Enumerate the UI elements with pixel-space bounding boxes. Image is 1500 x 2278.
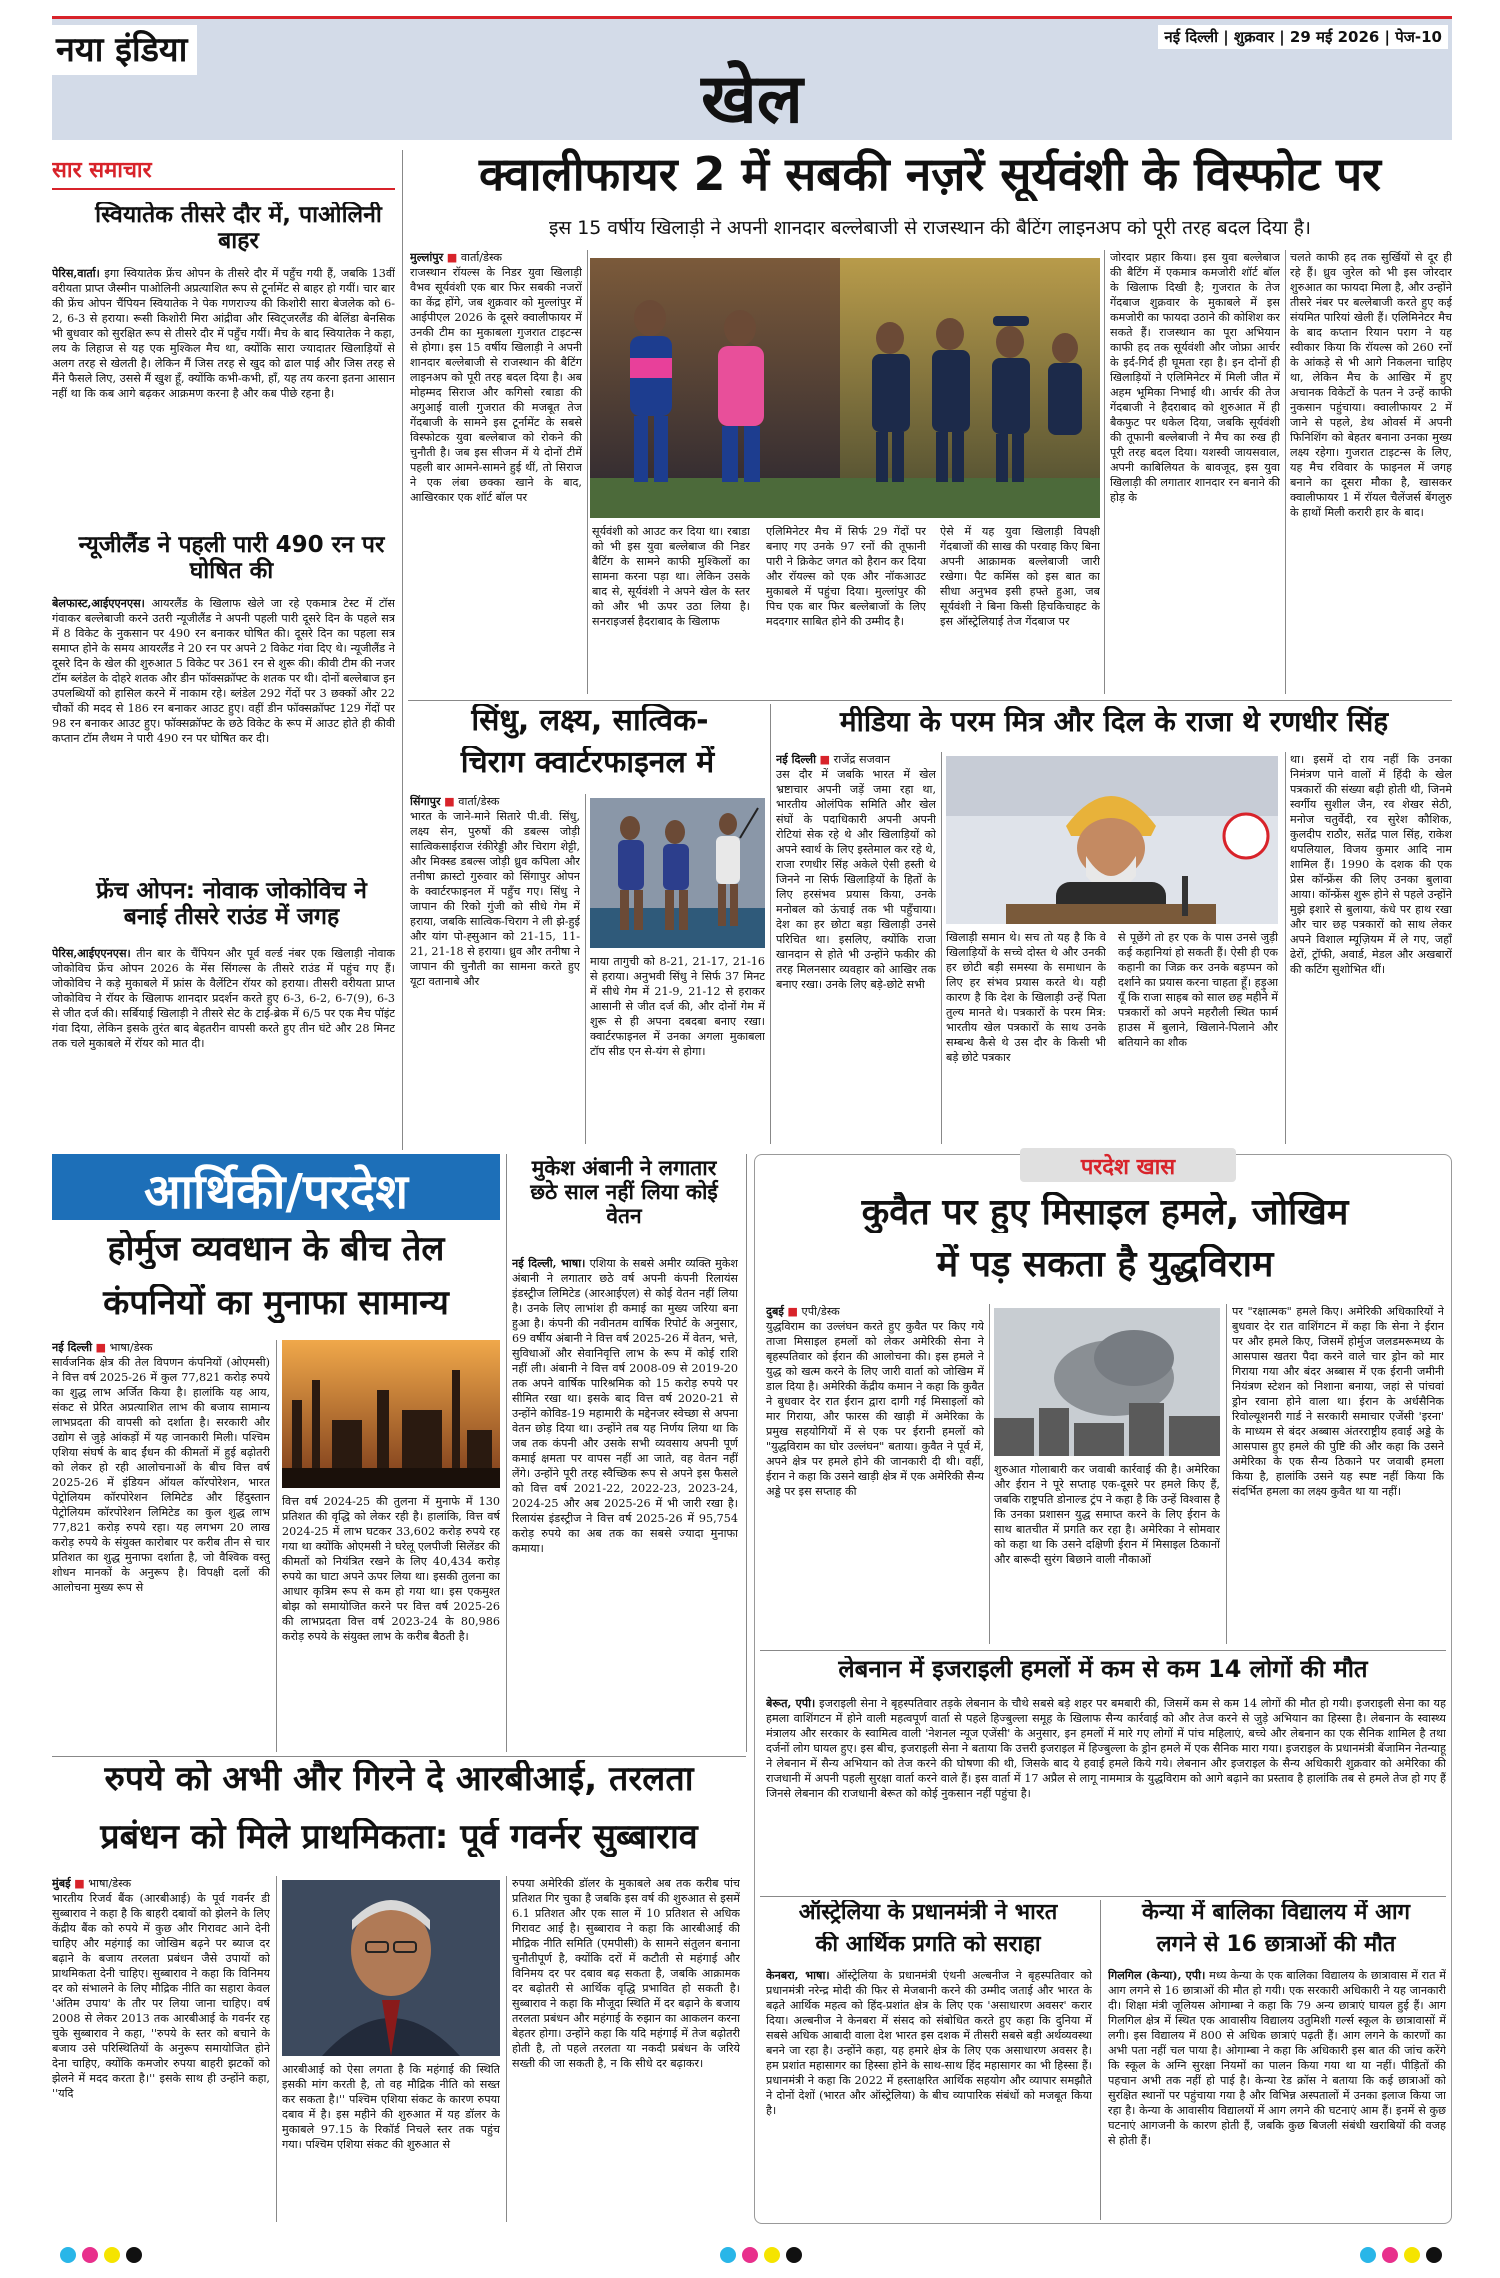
sar-item-1-body: पेरिस,वार्ता। इगा स्वियातेक फ्रेंच ओपन के तीसरे दौर में पहुँच गयी हैं, जबकि 13वीं वरीयता प्राप्त जैस्मीन पाओलिनी अप्रत्याशित रूप से टूर्नामेंट से बाहर हो गयीं। चार बार की फ्रेंच ओपन चैंपियन स्वियातेक ने पेक गणराज्य की किशोरी सारा बेजलेक को 6-2, 6-3 से हराया। रूसी किशोरी मिरा आंद्रीवा और स्विट्जरलैंड की बेलिंडा बेनसिक भी बुधवार को सुरक्षित रूप से तीसरे दौर में पहुँच गयीं। मैच के बाद स्वियातेक ने कहा, लय के लिहाज से यह एक मुश्किल मैच था, क्योंकि सारा ज्यादातर खिलाड़ियों से अलग तरह से खेलती है। लेकिन मैं जिस तरह से खुद को ढाल पाई और जिस तरह से मैंने फैसले लिए, उससे मैं खुश हूँ, क्योंकि कभी-कभी, हाँ, यह तय करना इतना आसान नहीं था कि कब आगे बढ़कर आक्रमण करना है और कब पीछे रहना है। bbox=[52, 266, 395, 400]
pardesh-col-2: शुरुआत गोलाबारी कर जवाबी कार्रवाई की है। अमेरिका और ईरान ने पूरे सप्ताह एक-दूसरे पर हमले किए हैं, जबकि राष्ट्रपति डोनाल्ड ट्रंप ने कहा है कि उन्हें विश्वास है कि उनका प्रशासन युद्ध समाप्त करने के लिए ईरान के साथ बातचीत में प्रगति कर रहा है। अमेरिका ने सोमवार को कहा था कि उसने दक्षिणी ईरान में मिसाइल ठिकानों और बारूदी सुरंग बिछाने वाली नौकाओं bbox=[994, 1463, 1220, 1566]
kenya-body: गिलगिल (केन्या), एपी। मध्य केन्या के एक बालिका विद्यालय के छात्रावास में रात में आग लगने से 16 छात्राओं की मौत हो गयी। एक सरकारी अधिकारी ने यह जानकारी दी। शिक्षा मंत्री जूलियस ओगाम्बा ने कहा कि 79 अन्य छात्राएं घायल हुई हैं। आग गिलगिल क्षेत्र में स्थित एक आवासीय विद्यालय उतुमिशी गर्ल्स स्कूल के छात्रावासों में लगी। इस विद्यालय में 800 से अधिक छात्राएं पढ़ती हैं। आग लगने के कारणों का अभी पता नहीं चल पाया है। ओगाम्बा ने कहा कि अधिकारी इस बात की जांच करेंगे कि स्कूल के अग्नि सुरक्षा नियमों का पालन किया गया था या नहीं। पीड़ितों की पहचान अभी तक नहीं हो पाई है। केन्या रेड क्रॉस ने बताया कि कई छात्राओं को सुरक्षित स्थानों पर पहुंचाया गया है और विभिन्न अस्पतालों में उनका इलाज किया जा रहा है। केन्या के आवासीय विद्यालयों में आग लगने की घटनाएं आम हैं। इनमें से कुछ घटनाएं आगजनी के कारण होती हैं, जबकि कुछ बिजली संबंधी खराबियों की वजह से होती हैं। bbox=[1108, 1968, 1446, 2147]
rbi-dateline: मुंबई bbox=[52, 1876, 71, 1890]
section-title: खेल bbox=[701, 60, 803, 139]
oil-col-1: नई दिल्ली ■ भाषा/डेस्क सार्वजनिक क्षेत्र की तेल विपणन कंपनियों (ओएमसी) ने वित्त वर्ष 2025-26 में कुल 77,821 करोड़ रुपये का शुद्ध लाभ अर्जित किया है। हालांकि यह आय, संकट से प्रेरित अप्रत्याशित लाभ की बजाय सामान्य लाभप्रदता की वापसी को दर्शाता है। सरकारी और उद्योग से जुड़े आंकड़ों में यह जानकारी मिली। पश्चिम एशिया संघर्ष के बाद ईंधन की कीमतों में हुई बढ़ोतरी को लेकर हो रही आलोचनाओं के बीच वित्त वर्ष 2025-26 में इंडियन ऑयल कॉरपोरेशन, भारत पेट्रोलियम कॉरपोरेशन लिमिटेड और हिंदुस्तान पेट्रोलियम कॉरपोरेशन लिमिटेड का कुल शुद्ध लाभ 77,821 करोड़ रुपये रहा। यह लगभग 20 लाख करोड़ रुपये के संयुक्त कारोबार पर करीब तीन से चार प्रतिशत का शुद्ध मुनाफा दर्शाता है, जो वैश्विक वस्तु शोधन मानकों के अनुरूप है। विपक्षी दलों की आलोचना मुख्य रूप से bbox=[52, 1340, 270, 1594]
rbi-headline-1: रुपये को अभी और गिरने दे आरबीआई, तरलता bbox=[104, 1760, 694, 1799]
sar-item-3-title: फ्रेंच ओपन: नोवाक जोकोविच ने बनाई तीसरे राउंड में जगह bbox=[96, 878, 367, 931]
pardesh-headline-1: कुवैत पर हुए मिसाइल हमले, जोखिम bbox=[861, 1192, 1349, 1233]
media-col-1: नई दिल्ली ■ राजेंद्र सजवान उस दौर में जबकि भारत में खेल भ्रष्टाचार अपनी जड़ें जमा रहा था, भारतीय ओलंपिक समिति और खेल संघों के पदाधिकारी अपनी अपनी रोटियां सेक रहे थे और खिलाड़ियों को अपने स्वार्थ के लिए इस्तेमाल कर रहे थे, राजा रणधीर सिंह अकेले ऐसी हस्ती थे जिनने ना सिर्फ खिलाड़ियों के हितों के लिए हरसंभव प्रयास किया, उनके मनोबल को ऊंचाई तक भी पहुँचाया। देश का हर छोटा बड़ा खिलाड़ी उनसे परिचित था। इसलिए, क्योंकि राजा खानदान से होते भी उन्होंने फकीर की तरह मिलनसार व्यवहार को आखिर तक बनाए रखा। उनके लिए बड़े-छोटे सभी bbox=[776, 752, 936, 991]
oil-col-2: वित्त वर्ष 2024-25 की तुलना में मुनाफे में 130 प्रतिशत की वृद्धि को लेकर रही है। हालांकि, वित्त वर्ष 2024-25 में लाभ घटकर 33,602 करोड़ रुपये रह गया था क्योंकि ओएमसी ने घरेलू एलपीजी सिलेंडर की कीमतों को नियंत्रित रखने के लिए 40,434 करोड़ रुपये का घाटा अपने ऊपर लिया था। इसकी तुलना का आधार कृत्रिम रूप से कम हो गया था। इस एकमुश्त बोझ को समायोजित करने पर वित्त वर्ष 2025-26 की लाभप्रदता वित्त वर्ष 2023-24 के 80,986 करोड़ रुपये के संयुक्त लाभ के करीब बैठती है। bbox=[282, 1495, 500, 1643]
pardesh-headline-2: में पड़ सकता है युद्धविराम bbox=[936, 1244, 1274, 1285]
media-headline: मीडिया के परम मित्र और दिल के राजा थे रणधीर सिंह bbox=[839, 706, 1389, 738]
sindhu-agency: वार्ता/डेस्क bbox=[458, 795, 500, 808]
media-col-3: से पूछेंगे तो हर एक के पास उनसे जुड़ी कई कहानियां हो सकती हैं। ऐसी ही एक कहानी का जिक्र कर उनके बड़प्पन को दर्शाने का प्रयास करना चाहता हूँ। हड़ुआ यूँ कि राजा साहब को साल छह महीने में पत्रकारों को अपने महरौली स्थित फार्म हाउस में बुलाने, खिलाने-पिलाने और बतियाने का शौक bbox=[1118, 931, 1278, 1049]
pardesh-agency: एपी/डेस्क bbox=[801, 1305, 840, 1318]
registration-marks-right bbox=[1360, 2247, 1442, 2263]
sar-item-3-body: पेरिस,आईएएनएस। तीन बार के चैंपियन और पूर्व वर्ल्ड नंबर एक खिलाड़ी नोवाक जोकोविच फ्रेंच ओपन 2026 के मेंस सिंगल्स के तीसरे राउंड में पहुंच गए हैं। जोकोविच ने कड़े मुकाबले में फ्रांस के वैलेंटिन रॉयर को हराया। तीसरी वरीयता प्राप्त जोकोविच ने रॉयर के खिलाफ शानदार प्रदर्शन करते हुए 6-3, 6-2, 6-7(9), 6-3 से जीत दर्ज की। सर्बियाई खिलाड़ी ने तीसरे सेट के टाई-ब्रेक में 6/5 पर एक मैच पॉइंट गंवा दिया, लेकिन इसके तुरंत बाद बेहतरीन वापसी करते हुए तीन घंटे और 28 मिनट तक चले मुकाबले में रॉयर को मात दी। bbox=[52, 946, 395, 1050]
lead-col-4: ऐसे में यह युवा खिलाड़ी विपक्षी गेंदबाजों की साख की परवाह किए बिना अपनी आक्रामक बल्लेबाजी जारी रखेगा। पैट कमिंस को इस बात का सीधा अनुभव इसी हफ्ते हुआ, जब सूर्यवंशी ने बिना किसी हिचकिचाहट के इस ऑस्ट्रेलियाई तेज गेंदबाज पर bbox=[940, 525, 1100, 628]
media-photo-randhir-singh bbox=[946, 756, 1278, 924]
sar-item-2-title: न्यूजीलैंड ने पहली पारी 490 रन पर घोषित की bbox=[78, 532, 385, 585]
sindhu-col-2: माया तागुची को 8-21, 21-17, 21-16 से हराया। अनुभवी सिंधु ने सिर्फ 37 मिनट में सीधे गेम में 21-9, 21-12 से हराकर आसानी से जीत दर्ज की, और दोनों गेम में शुरू से ही अपना दबदबा बनाए रखा। क्वार्टरफाइनल में उनका अगला मुकाबला टॉप सीड एन से-यंग से होगा। bbox=[590, 955, 765, 1058]
pardesh-photo-smoke bbox=[994, 1308, 1220, 1456]
pardesh-col-3: पर "रक्षात्मक" हमले किए। अमेरिकी अधिकारियों ने बुधवार देर रात वाशिंगटन में कहा कि सेना ने ईरान पर और हमले किए, जिसमें होर्मुज जलडमरूमध्य के आसपास खतरा पैदा करने वाले चार ड्रोन को मार गिराया गया और बंदर अब्बास में एक ईरानी जमीनी नियंत्रण स्टेशन को निशाना बनाया, जहां से पांचवां ड्रोन रवाना होने वाला था। ईरान के अर्धसैनिक रिवोल्यूशनरी गार्ड ने सरकारी समाचार एजेंसी 'इरना' के माध्यम से बंदर अब्बास अंतरराष्ट्रीय हवाई अड्डे के आसपास हुए हमले की पुष्टि की और कहा कि उसने अमेरिका के एक सैन्य ठिकाने पर जवाबी हमला किया है, हालांकि उसने यह स्पष्ट नहीं किया कि संदर्भित हमला का लक्ष्य कुवैत था या नहीं। bbox=[1232, 1305, 1444, 1498]
pardesh-label: परदेश खास bbox=[1080, 1155, 1176, 1180]
kenya-headline-2: लगने से 16 छात्राओं की मौत bbox=[1156, 1932, 1396, 1957]
lead-dateline: मुल्लांपुर bbox=[410, 250, 444, 264]
reg-dot-cyan bbox=[1360, 2247, 1376, 2263]
lead-agency: वार्ता/डेस्क bbox=[460, 251, 502, 264]
sindhu-headline-1: सिंधु, लक्ष्य, सात्विक- bbox=[471, 704, 709, 738]
reg-dot-yellow bbox=[764, 2247, 780, 2263]
oil-photo-refinery bbox=[282, 1340, 500, 1488]
lead-deck: इस 15 वर्षीय खिलाड़ी ने अपनी शानदार बल्लेबाजी से राजस्थान की बैटिंग लाइनअप को पूरी तरह बदल दिया है। bbox=[548, 218, 1312, 239]
pardesh-label-bar bbox=[1020, 1148, 1236, 1182]
reg-dot-cyan bbox=[720, 2247, 736, 2263]
ambani-headline: मुकेश अंबानी ने लगातार छठे साल नहीं लिया कोई वेतन bbox=[530, 1156, 718, 1229]
rbi-col-2: आरबीआई को ऐसा लगता है कि महंगाई की स्थिति इसकी मांग करती है, तो वह मौद्रिक नीति को सख्त कर सकता है।'' पश्चिम एशिया संकट के कारण रुपया दबाव में है। इस महीने की शुरुआत में यह डॉलर के मुकाबले 97.15 के रिकॉर्ड निचले स्तर तक पहुंच गया। पश्चिम एशिया संकट की शुरुआत से bbox=[282, 2063, 500, 2151]
masthead bbox=[52, 16, 1452, 140]
oil-dateline: नई दिल्ली bbox=[52, 1340, 92, 1354]
sindhu-col-1: सिंगापुर ■ वार्ता/डेस्क भारत के जाने-माने सितारे पी.वी. सिंधु, लक्ष्य सेन, पुरुषों की डबल्स जोड़ी सात्विकसाईराज रंकीरेड्डी और चिराग शेट्टी, और मिक्स्ड डबल्स जोड़ी ध्रुव कपिला और तनीषा क्रास्टो गुरुवार को सिंगापुर ओपन के क्वार्टरफाइनल में पहुँच गए। सिंधु ने जापान की रिको गुंजी को सीधे गेम में हराया, जबकि सात्विक-चिराग ने ली झे-हुई और यांग पो-ह्सुआन को 21-15, 11-21, 21-18 से हराया। ध्रुव और तनीषा ने जापान की चुनौती का सामना करते हुए यूटा वतानाबे और bbox=[410, 794, 580, 988]
sindhu-headline-2: चिराग क्वार्टरफाइनल में bbox=[460, 746, 715, 780]
sar-samachar bbox=[52, 150, 395, 1150]
sindhu-dateline: सिंगापुर bbox=[410, 794, 441, 808]
reg-dot-cyan bbox=[60, 2247, 76, 2263]
rbi-col-1: मुंबई ■ भाषा/डेस्क भारतीय रिजर्व बैंक (आरबीआई) के पूर्व गवर्नर डी सुब्बाराव ने कहा है कि बाहरी दबावों को झेलने के लिए केंद्रीय बैंक को रुपये में कुछ और गिरावट आने देनी चाहिए और महंगाई का जोखिम बढ़ने पर ब्याज दर बढ़ाने के बजाय तरलता प्रबंधन जैसे उपायों को प्राथमिकता देनी चाहिए। सुब्बाराव ने कहा कि विनिमय दर को संभालने के लिए मौद्रिक नीति का सहारा केवल 'अंतिम उपाय' के तौर पर लिया जाना चाहिए। वर्ष 2008 से लेकर 2013 तक आरबीआई के गवर्नर रह चुके सुब्बाराव ने कहा, ''रुपये के स्तर को बचाने के बजाय उसे परिस्थितियों के अनुरूप समायोजित होने देना चाहिए, क्योंकि कमजोर रुपया बाहरी झटकों को झेलने में मदद करता है।'' इसके साथ ही उन्होंने कहा, ''यदि bbox=[52, 1876, 270, 2100]
kenya-dateline: गिलगिल (केन्या), एपी। bbox=[1108, 1968, 1206, 1982]
sar-item-1-dateline: पेरिस,वार्ता। bbox=[52, 266, 100, 280]
australia-headline-2: की आर्थिक प्रगति को सराहा bbox=[815, 1932, 1041, 1957]
reg-dot-magenta bbox=[1382, 2247, 1398, 2263]
lebanon-dateline: बेरूत, एपी। bbox=[766, 1696, 816, 1710]
lead-col-1: मुल्लांपुर ■ वार्ता/डेस्क राजस्थान रॉयल्स के निडर युवा खिलाड़ी वैभव सूर्यवंशी एक बार फिर सबकी नजरों का केंद्र होंगे, जब शुक्रवार को मुल्लांपुर में आईपीएल 2026 के दूसरे क्वालीफायर में उनकी टीम का मुकाबला गुजरात टाइटन्स से होगा। इस 15 वर्षीय खिलाड़ी ने अपनी शानदार बल्लेबाजी से राजस्थान की बैटिंग लाइनअप को पूरी तरह बदल दिया है। अब मोहम्मद सिराज और कगिसो रबाडा की अगुआई वाली गुजरात की मजबूत तेज गेंदबाजी के सामने इस टूर्नामेंट के सबसे विस्फोटक युवा बल्लेबाज को रोकने की चुनौती है। जब इस सीजन में ये दोनों टीमें पहली बार आमने-सामने हुई थीं, तो सिराज ने एक लंबा छक्का खाने के बाद, आखिरकार एक शॉर्ट बॉल पर bbox=[410, 250, 582, 504]
lead-col-3: एलिमिनेटर मैच में सिर्फ 29 गेंदों पर बनाए गए उनके 97 रनों की तूफानी पारी ने क्रिकेट जगत को हैरान कर दिया और रॉयल्स को एक और नॉकआउट मुकाबले में पहुंचा दिया। मुल्लांपुर की पिच एक बार फिर बल्लेबाजों के लिए मददगार साबित होने की उम्मीद है। bbox=[766, 525, 926, 628]
lead-col-6: चलते काफी हद तक सुर्खियों से दूर ही रहे हैं। ध्रुव जुरेल को भी इस जोरदार शुरुआत का फायदा मिला है, और उन्होंने तीसरे नंबर पर बल्लेबाजी करते हुए कई संयमित पारियां खेली हैं। एलिमिनेटर मैच के बाद कप्तान रियान पराग ने यह स्वीकार किया कि रॉयल्स को 260 रनों के आंकड़े से भी आगे निकलना चाहिए था, लेकिन मैच के आखिर में हुए अचानक विकेटों के पतन ने उन्हें काफी नुकसान पहुंचाया। क्वालीफायर 2 में जाने से पहले, डेथ ओवर्स में अपनी फिनिशिंग को बेहतर बनाना उनका मुख्य लक्ष्य रहेगा। गुजरात टाइटन्स के लिए, यह मैच रविवार के फाइनल में जगह बनाने का दूसरा मौका है, खासकर क्वालीफायर 1 में रॉयल चैलेंजर्स बेंगलुरु के हाथों मिली करारी हार के बाद। bbox=[1290, 251, 1452, 519]
reg-dot-black bbox=[786, 2247, 802, 2263]
registration-marks-left bbox=[60, 2247, 142, 2263]
oil-agency: भाषा/डेस्क bbox=[109, 1341, 153, 1354]
media-col-2: खिलाड़ी समान थे। सच तो यह है कि वे खिलाड़ियों के सच्चे दोस्त थे और उनकी हर छोटी बड़ी समस्या के समाधान के लिए हर संभव प्रयास करते थे। यही कारण है कि देश के खिलाड़ी उन्हें पिता तुल्य मानते थे। पत्रकारों के परम मित्र: भारतीय खेल पत्रकारों के साथ उनके सम्बन्ध कैसे थे उस दौर के किसी भी बड़े छोटे पत्रकार bbox=[946, 931, 1106, 1064]
sar-item-1-title: स्वियातेक तीसरे दौर में, पाओलिनी बाहर bbox=[95, 202, 382, 255]
sindhu-photo-badminton bbox=[590, 798, 765, 948]
lead-col-2: सूर्यवंशी को आउट कर दिया था। रबाडा को भी इस युवा बल्लेबाज की निडर बैटिंग के सामने काफी मुश्किलों का सामना करना पड़ा था। लेकिन उसके बाद से, सूर्यवंशी ने अपने खेल के स्तर को और भी ऊपर उठा लिया है। सनराइजर्स हैदराबाद के खिलाफ bbox=[592, 525, 750, 628]
oil-headline-2: कंपनियों का मुनाफा सामान्य bbox=[103, 1284, 449, 1323]
pardesh-col-1: दुबई ■ एपी/डेस्क युद्धविराम का उल्लंघन करते हुए कुवैत पर किए गये ताजा मिसाइल हमलों को लेकर अमेरिकी सेना ने बृहस्पतिवार को ईरान की आलोचना की। इस हमले ने युद्ध को खत्म करने के लिए जारी वार्ता को जोखिम में डाल दिया है। अमेरिकी केंद्रीय कमान ने कहा कि कुवैत ने बुधवार देर रात ईरान द्वारा दागी गई मिसाइलों को मार गिराया, और फारस की खाड़ी में अमेरिका के प्रमुख सहयोगियों में से एक पर ईरानी हमलों को "युद्धविराम का घोर उल्लंघन" बताया। कुवैत ने पूर्व में, अपने क्षेत्र पर हमले होने की जानकारी दी थी। वहीं, ईरान ने कहा कि उसने खाड़ी क्षेत्र में एक अमेरिकी सैन्य अड्डे पर इस सप्ताह की bbox=[766, 1304, 984, 1498]
lead-headline: क्वालीफायर 2 में सबकी नज़रें सूर्यवंशी के विस्फोट पर bbox=[478, 148, 1381, 201]
rbi-agency: भाषा/डेस्क bbox=[88, 1877, 132, 1890]
sar-item-2-body: बेलफास्ट,आईएएनएस। आयरलैंड के खिलाफ खेले जा रहे एकमात्र टेस्ट में टॉस गंवाकर बल्लेबाजी करने उतरी न्यूजीलैंड ने अपनी पहली पारी दूसरे दिन के पहले सत्र में 8 विकेट के नुकसान पर 490 रन बनाकर घोषित की। दूसरे दिन का पहला सत्र समाप्त होने के समय आयरलैंड ने 20 रन पर अपने 2 विकेट गंवा दिए थे। न्यूजीलैंड ने दूसरे दिन के खेल की शुरुआत 5 विकेट पर 361 रन से शुरू की। कीवी टीम की नजर टॉम ब्लंडेल के दोहरे शतक और डीन फॉक्सक्रॉफ्ट के शतक पर थी। दोनों बल्लेबाज इन उपलब्धियों को हासिल करने में नाकाम रहे। ब्लंडेल 292 गेंदों पर 3 छक्कों और 22 चौकों की मदद से 186 रन बनाकर आउट हुए। वहीं डीन फॉक्सक्रॉफ्ट 129 गेंदों पर 98 रन बनाकर आउट हुए। फॉक्सक्रॉफ्ट के छठे विकेट के रूप में आउट होते ही कीवी कप्तान टॉम लैथम ने पारी 490 रन पर घोषित कर दी। bbox=[52, 596, 395, 745]
registration-marks-center bbox=[720, 2247, 802, 2263]
australia-headline-1: ऑस्ट्रेलिया के प्रधानमंत्री ने भारत bbox=[798, 1900, 1058, 1925]
rbi-headline-2: प्रबंधन को मिले प्राथमिकता: पूर्व गवर्नर सुब्बाराव bbox=[100, 1818, 698, 1857]
lead-col-5: जोरदार प्रहार किया। इस युवा बल्लेबाज की बैटिंग में एकमात्र कमजोरी शॉर्ट बॉल के खिलाफ दिखी है; गुजरात के तेज गेंदबाज शुक्रवार के मुकाबले में इस कमजोरी का फायदा उठाने की कोशिश कर सकते हैं। राजस्थान का पूरा अभियान काफी हद तक सूर्यवंशी और जोफ्रा आर्चर के इर्द-गिर्द ही घूमता रहा है। इन दोनों ही खिलाड़ियों ने एलिमिनेटर में मिली जीत में अहम भूमिका निभाई थी। आर्चर की तेज गेंदबाजी ने हैदराबाद को शुरुआत में ही बैकफुट पर धकेल दिया, जबकि सूर्यवंशी की तूफानी बल्लेबाजी ने मैच का रुख ही पूरी तरह बदल दिया। यशस्वी जायसवाल, अपनी काबिलियत के बावजूद, इस युवा खिलाड़ी की लगातार शानदार रन बनाने की होड़ के bbox=[1110, 251, 1280, 504]
lebanon-headline: लेबनान में इजराइली हमलों में कम से कम 14 लोगों की मौत bbox=[838, 1656, 1368, 1683]
ambani-body: नई दिल्ली, भाषा। एशिया के सबसे अमीर व्यक्ति मुकेश अंबानी ने लगातार छठे वर्ष अपनी कंपनी रिलायंस इंडस्ट्रीज लिमिटेड (आरआईएल) से कोई वेतन नहीं लिया है। उनके लिए लाभांश ही कमाई का मुख्य जरिया बना हुआ है। कंपनी की नवीनतम वार्षिक रिपोर्ट के अनुसार, 69 वर्षीय अंबानी ने वित्त वर्ष 2025-26 में वेतन, भत्ते, सुविधाओं और सेवानिवृत्ति लाभ के रूप में कोई राशि नहीं ली। अंबानी ने वित्त वर्ष 2008-09 से 2019-20 तक अपने वार्षिक पारिश्रमिक को 15 करोड़ रुपये पर सीमित रखा था। इसके बाद वित्त वर्ष 2020-21 से उन्होंने कोविड-19 महामारी के मद्देनजर स्वेच्छा से अपना वेतन छोड़ दिया था। उन्होंने तब यह निर्णय लिया था कि जब तक कंपनी और उसके सभी व्यवसाय अपनी पूर्ण कमाई क्षमता पर वापस नहीं आ जाते, वह वेतन नहीं लेंगे। उन्होंने पूरी तरह स्वैच्छिक रूप से अपने इस फैसले को वित्त वर्ष 2021-22, 2022-23, 2023-24, 2024-25 और अब 2025-26 में भी जारी रखा है। रिलायंस इंडस्ट्रीज ने वित्त वर्ष 2025-26 में 95,754 करोड़ रुपये का अब तक का सबसे ज्यादा मुनाफा कमाया। bbox=[512, 1256, 738, 1555]
media-col-4: था। इसमें दो राय नहीं कि उनका निमंत्रण पाने वालों में हिंदी के खेल पत्रकारों की संख्या बढ़ी होती थी, जिनमे स्वर्गीय सुशील जैन, रव शेखर सेठी, मनोज चतुर्वेदी, रव सुरेश कौशिक, कुलदीप राठौर, सतेंद्र पाल सिंह, राकेश थपलियाल, विजय कुमार आदि नाम शामिल हैं। 1990 के दशक की एक प्रेस कॉन्फ्रेंस की लिए उनका बुलावा आया। कॉन्फ्रेंस शुरू होने से पहले उन्होंने मुझे इशारे से बुलाया, कंधे पर हाथ रखा और चार छह पत्रकारों को साथ लेकर अपने विशाल म्यूज़ियम में ले गए, जहाँ ढेरों, ट्रॉफी, अवार्ड, मेडल और अखबारों की कटिंग सुशोभित थीं। bbox=[1290, 753, 1452, 976]
lebanon-body: बेरूत, एपी। इजराइली सेना ने बृहस्पतिवार तड़के लेबनान के चौथे सबसे बड़े शहर पर बमबारी की, जिसमें कम से कम 14 लोगों की मौत हो गयी। इजराइली सेना का यह हमला वाशिंगटन में होने वाली महत्वपूर्ण वार्ता से पहले हिज्बुल्ला समूह के खिलाफ सैन्य कार्रवाई को और तेज करने से जुड़े अभियान का हिस्सा है। लेबनान के स्वास्थ्य मंत्रालय और सरकार के स्वामित्व वाली 'नेशनल न्यूज एजेंसी' के अनुसार, इन हमलों में मारे गए लोगों में पांच महिलाएं, बच्चे और लेबनान का एक सैनिक शामिल है तथा दर्जनों लोग घायल हुए। इस बीच, इजराइली सेना ने बताया कि उत्तरी इजराइल में हिज्बुल्ला के ड्रोन हमले में एक सैनिक मारा गया। इजराइल के प्रधानमंत्री बेंजामिन नेतन्याहू ने लेबनान में सैन्य अभियान को तेज करने की घोषणा की थी, जिसके बाद ये हवाई हमले किये गये। लेबनान और इजराइल के सैन्य अधिकारी शुक्रवार को अमेरिका की राजधानी में अपनी पहली सुरक्षा वार्ता करने वाले हैं। इस वार्ता में 17 अप्रैल से लागू नाममात्र के युद्धविराम को आगे बढ़ाने का प्रस्ताव है हालांकि तब से हमले तेज हो गए हैं जिनसे लेबनान की राजधानी बेरूत को कोई नुकसान नहीं पहुंचा है। bbox=[766, 1696, 1446, 1800]
australia-body: केनबरा, भाषा। ऑस्ट्रेलिया के प्रधानमंत्री एंथनी अल्बनीज ने बृहस्पतिवार को प्रधानमंत्री नरेन्द्र मोदी की फिर से मेजबानी करने की उम्मीद जताई और भारत के बढ़ते आर्थिक महत्व को हिंद-प्रशांत क्षेत्र के लिए एक 'असाधारण अवसर' करार दिया। अल्बनीज ने केनबरा में संसद को संबोधित करते हुए कहा कि दुनिया में सबसे अधिक आबादी वाला देश भारत इस दशक में तीसरी सबसे बड़ी अर्थव्यवस्था बनने जा रहा है। उन्होंने कहा, यह हमारे क्षेत्र के लिए एक असाधारण अवसर है। हम प्रशांत महासागर का हिस्सा होने के साथ-साथ हिंद महासागर का भी हिस्सा हैं। प्रधानमंत्री ने कहा कि 2022 में हस्ताक्षरित आर्थिक सहयोग और व्यापार समझौते ने दोनों देशों (भारत और ऑस्ट्रेलिया) के बीच व्यापारिक संबंधों को मजबूत किया है। bbox=[766, 1968, 1092, 2117]
pardesh-dateline: दुबई bbox=[766, 1304, 784, 1318]
reg-dot-magenta bbox=[82, 2247, 98, 2263]
sar-item-2-dateline: बेलफास्ट,आईएएनएस। bbox=[52, 596, 145, 610]
reg-dot-black bbox=[1426, 2247, 1442, 2263]
australia-dateline: केनबरा, भाषा। bbox=[766, 1968, 830, 1982]
masthead-logo: नया इंडिया bbox=[52, 25, 197, 75]
media-dateline: नई दिल्ली bbox=[776, 752, 816, 766]
arthiki-banner bbox=[52, 1154, 500, 1220]
lead-photo-cricketers bbox=[590, 258, 1100, 518]
reg-dot-magenta bbox=[742, 2247, 758, 2263]
arthiki-banner-text: आर्थिकी/परदेश bbox=[143, 1164, 408, 1220]
kenya-headline-1: केन्या में बालिका विद्यालय में आग bbox=[1142, 1900, 1410, 1925]
masthead-dateline: नई दिल्ली | शुक्रवार | 29 मई 2026 | पेज-10 bbox=[1158, 25, 1448, 49]
rbi-photo-subbarao bbox=[282, 1880, 500, 2056]
ambani-dateline: नई दिल्ली, भाषा। bbox=[512, 1256, 586, 1270]
sar-item-3-dateline: पेरिस,आईएएनएस। bbox=[52, 946, 131, 960]
reg-dot-black bbox=[126, 2247, 142, 2263]
rbi-col-3: रुपया अमेरिकी डॉलर के मुकाबले अब तक करीब पांच प्रतिशत गिर चुका है जबकि इस वर्ष की शुरुआत से इसमें 6.1 प्रतिशत और एक साल में 10 प्रतिशत से अधिक गिरावट आई है। सुब्बाराव ने कहा कि आरबीआई की मौद्रिक नीति समिति (एमपीसी) के सामने संतुलन बनाना चुनौतीपूर्ण है, क्योंकि दरों में कटौती से महंगाई और विनिमय दर पर दबाव बढ़ सकता है, जबकि आक्रामक दर बढ़ोतरी से आर्थिक वृद्धि प्रभावित हो सकती है। सुब्बाराव ने कहा कि मौजूदा स्थिति में दर बढ़ाने के बजाय तरलता प्रबंधन और महंगाई के रुझान का आकलन करना बेहतर होगा। उन्होंने कहा कि यदि महंगाई में तेज बढ़ोतरी होती है, तो पहले तरलता या नकदी प्रबंधन के जरिये सख्ती की जा सकती है, न कि सीधे दर बढ़ाकर। bbox=[512, 1877, 740, 2070]
sar-label: सार समाचार bbox=[52, 158, 152, 183]
oil-headline-1: होर्मुज व्यवधान के बीच तेल bbox=[107, 1230, 445, 1269]
media-agency: राजेंद्र सजवान bbox=[833, 753, 891, 766]
reg-dot-yellow bbox=[1404, 2247, 1420, 2263]
reg-dot-yellow bbox=[104, 2247, 120, 2263]
